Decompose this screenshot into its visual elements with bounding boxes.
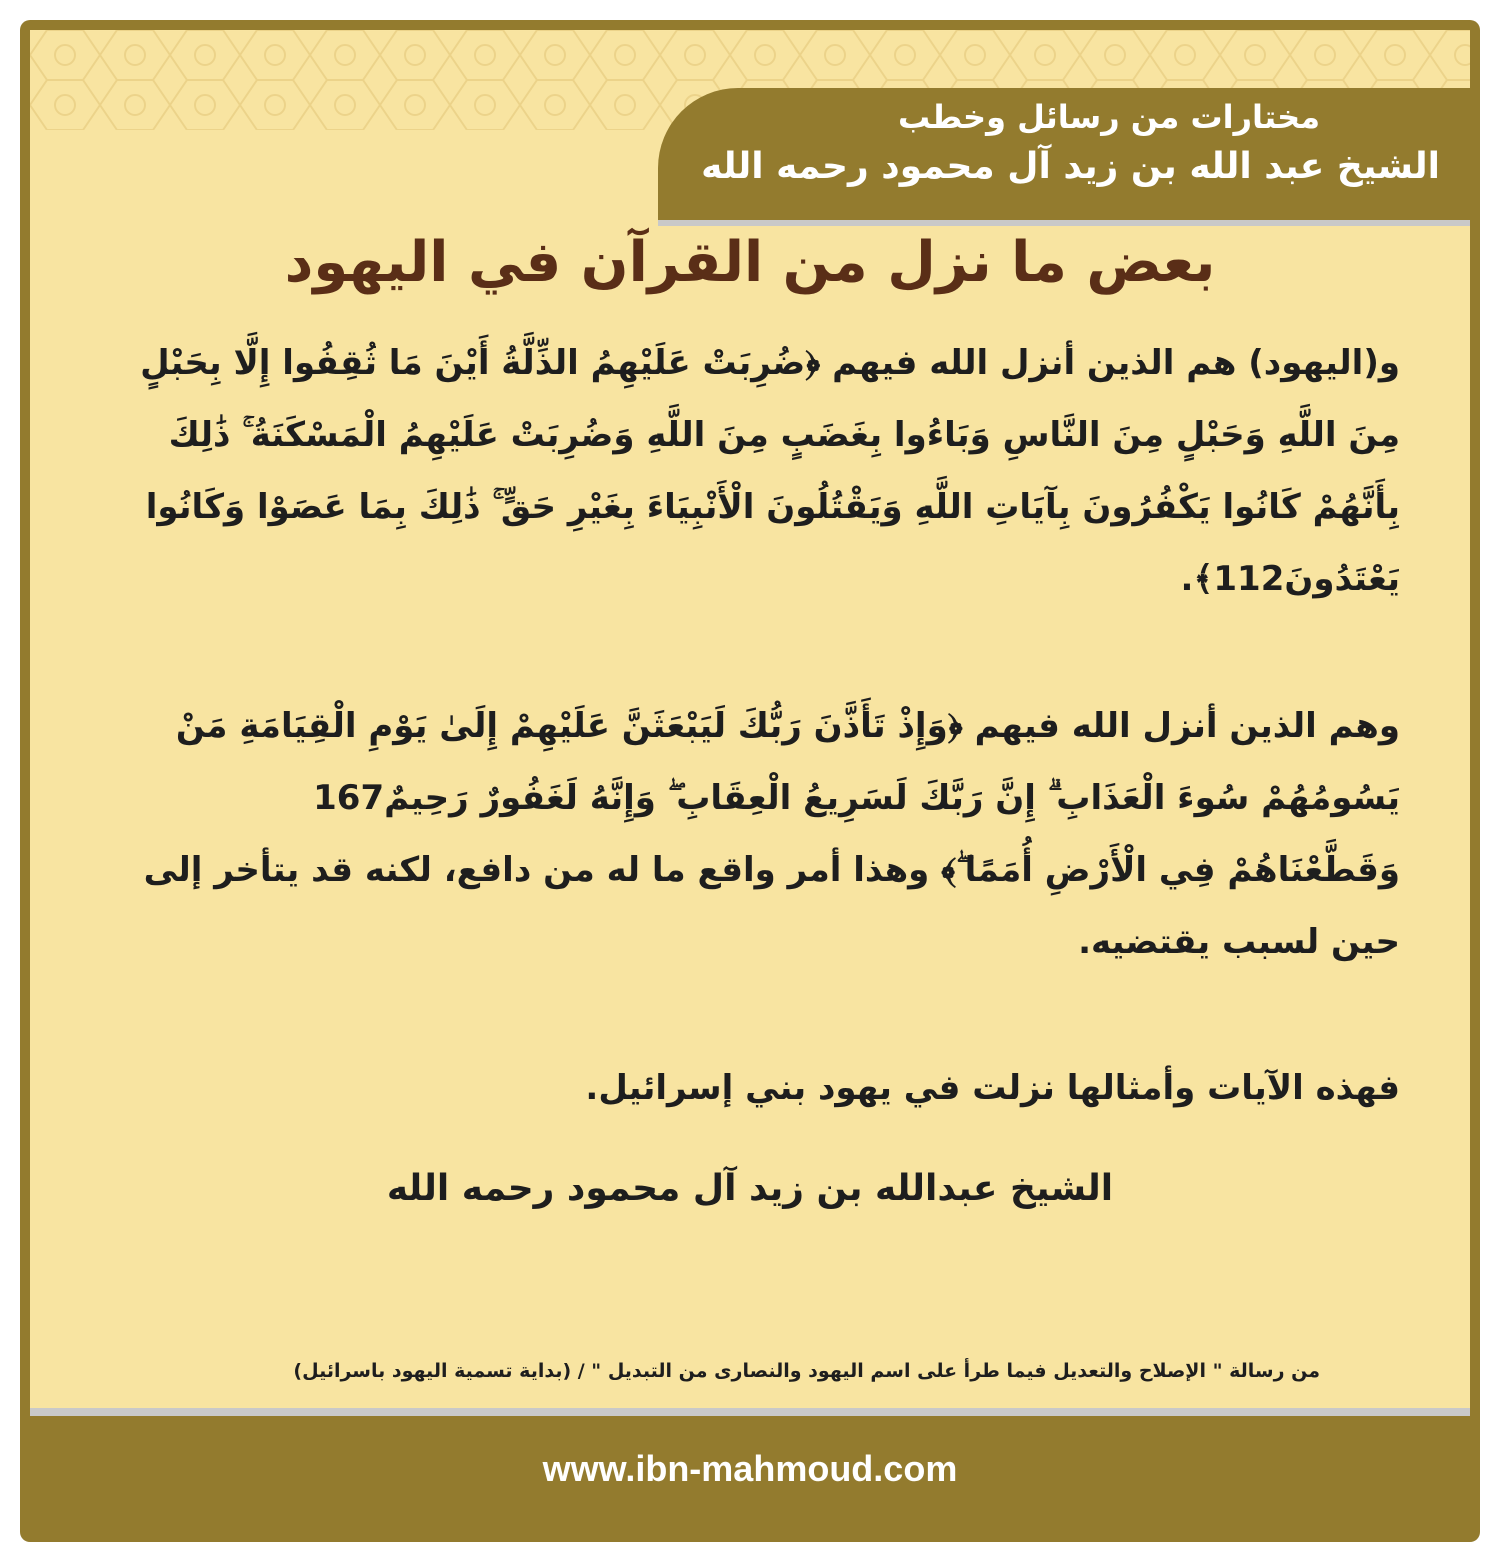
signature: الشيخ عبدالله بن زيد آل محمود رحمه الله [386,1168,1114,1209]
paragraph-1: و(اليهود) هم الذين أنزل الله فيهم ﴿ضُرِبَتْ عَلَيْهِمُ الذِّلَّةُ أَيْنَ مَا ثُقِفُوا إِلَّا بِحَبْلٍ مِنَ اللَّهِ وَحَبْلٍ مِنَ النَّاسِ وَبَاءُوا بِغَضَبٍ مِنَ اللَّهِ وَضُرِبَتْ عَلَيْهِمُ الْمَسْكَنَةُ ۚ ذَٰلِكَ بِأَنَّهُمْ كَانُوا يَكْفُرُونَ بِآيَاتِ اللَّهِ وَيَقْتُلُونَ الْأَنْبِيَاءَ بِغَيْرِ حَقٍّ ۚ ذَٰلِكَ بِمَا عَصَوْا وَكَانُوا يَعْتَدُونَ112﴾. [140,343,1400,599]
header-author: الشيخ عبد الله بن زيد آل محمود رحمه الله [701,146,1440,187]
page-frame [20,20,1480,1542]
header-band [658,88,1470,220]
header-subtitle: مختارات من رسائل وخطب [897,98,1320,136]
website-link[interactable]: www.ibn-mahmoud.com [542,1448,958,1489]
footer-divider [30,1408,1470,1416]
paragraph-2: وهم الذين أنزل الله فيهم ﴿وَإِذْ تَأَذَّنَ رَبُّكَ لَيَبْعَثَنَّ عَلَيْهِمْ إِلَىٰ يَوْمِ الْقِيَامَةِ مَنْ يَسُومُهُمْ سُوءَ الْعَذَابِ ۗ إِنَّ رَبَّكَ لَسَرِيعُ الْعِقَابِ ۖ وَإِنَّهُ لَغَفُورٌ رَحِيمٌ167 وَقَطَّعْنَاهُمْ فِي الْأَرْضِ أُمَمًا ۖ﴾ وهذا أمر واقع ما له من دافع، لكنه قد يتأخر إلى حين لسبب يقتضيه. [143,706,1400,962]
page-title: بعض ما نزل من القرآن في اليهود [284,230,1216,295]
paragraph-3: فهذه الآيات وأمثالها نزلت في يهود بني إسرائيل. [585,1068,1400,1108]
source-citation: من رسالة " الإصلاح والتعديل فيما طرأ على اسم اليهود والنصارى من التبديل " / (بداية تسمية اليهود باسرائيل) [293,1360,1320,1382]
